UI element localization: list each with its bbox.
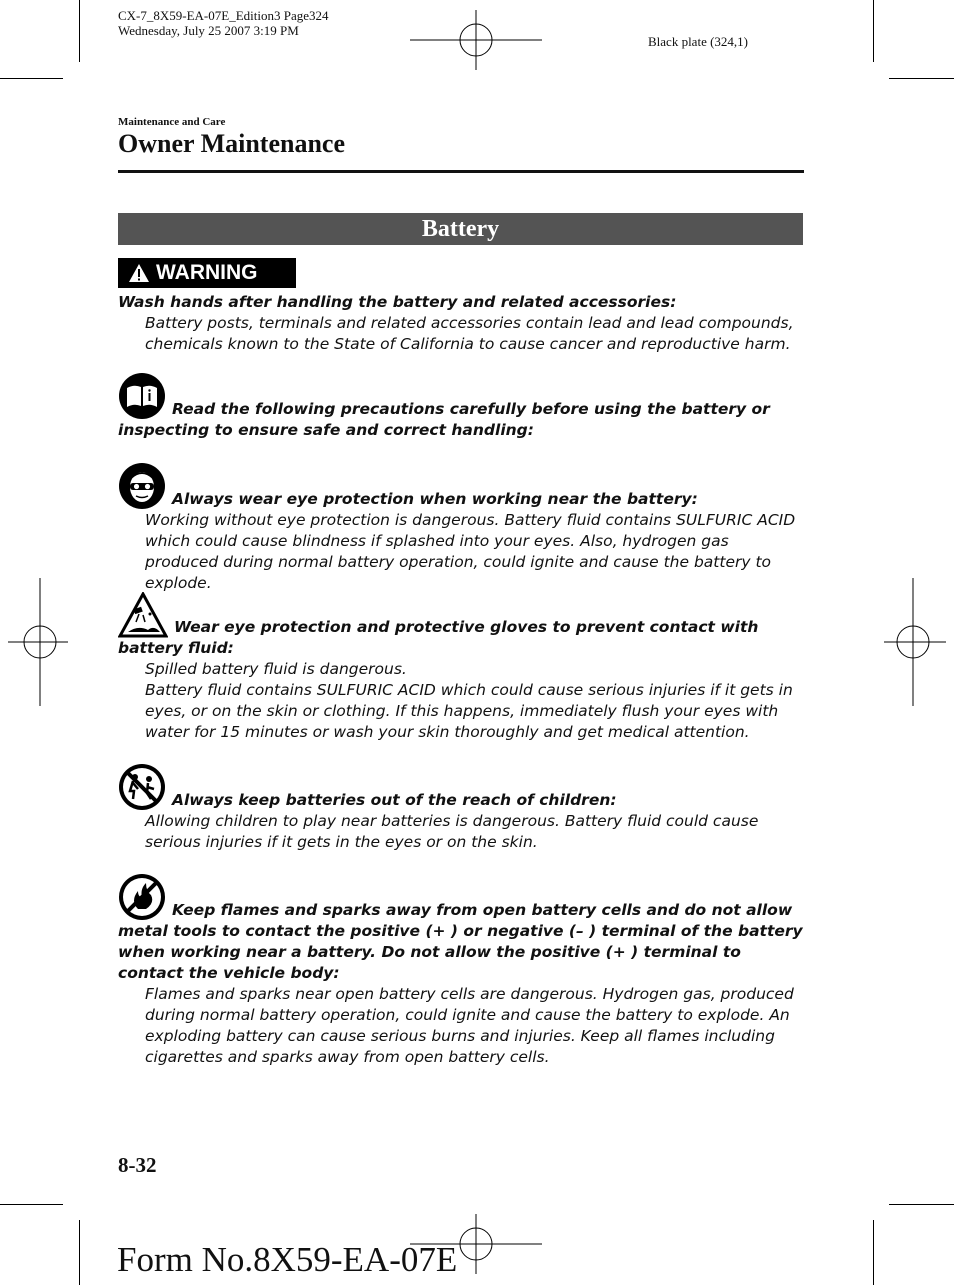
- warning-label: WARNING: [156, 261, 258, 284]
- flames-lead: Keep flames and sparks away from open battery cells and do not allow metal tools to contact the positive (+ ) or negative (– ) terminal of the battery when working near a battery. Do not allow the positive (+ ) terminal to contact the vehicle body:: [118, 901, 803, 982]
- warning-triangle-icon: [128, 263, 150, 283]
- children-body: Allowing children to play near batteries is dangerous. Battery fluid could cause serious injuries if it gets in the eyes or on the skin.: [145, 812, 759, 851]
- precaution-read-manual: [118, 372, 804, 441]
- date-line: Wednesday, July 25 2007 3:19 PM: [118, 23, 299, 38]
- eye-protection-lead: Always wear eye protection when working near the battery:: [172, 490, 698, 508]
- file-line: CX-7_8X59-EA-07E_Edition3 Page324: [118, 8, 329, 23]
- precaution-flames: [118, 873, 804, 1068]
- warning-lead: Wash hands after handling the battery and related accessories:: [118, 293, 677, 311]
- precaution-acid: [118, 592, 804, 743]
- no-flames-icon: [118, 873, 166, 921]
- registration-mark-left: [8, 578, 68, 706]
- warning-body: Battery posts, terminals and related accessories contain lead and lead compounds, chemicals known to the State of California to cause cancer and reproductive harm.: [145, 314, 794, 353]
- title-rule: [118, 170, 804, 173]
- read-manual-lead: Read the following precautions carefully before using the battery or inspecting to ensure safe and correct handling:: [118, 400, 770, 439]
- print-slug: [118, 8, 329, 38]
- crop-mark: [79, 0, 80, 62]
- section-label: Maintenance and Care: [118, 116, 226, 128]
- warning-label-box: [118, 258, 296, 288]
- corrosive-acid-icon: [118, 592, 168, 638]
- crop-mark: [873, 0, 874, 62]
- registration-mark-right: [884, 578, 946, 706]
- acid-body-2: Battery fluid contains SULFURIC ACID which could cause serious injuries if it gets in eyes, or on the skin or clothing. If this happens, immediately flush your eyes with water for 15 minutes or wash your skin thoroughly and get medical attention.: [145, 681, 793, 741]
- flames-body: Flames and sparks near open battery cells are dangerous. Hydrogen gas, produced during normal battery operation, could ignite and cause the battery to explode. An exploding battery can cause serious burns and injuries. Keep all flames including cigarettes and sparks away from open battery cells.: [145, 985, 794, 1066]
- acid-body-1: Spilled battery fluid is dangerous.: [145, 660, 407, 678]
- plate-label: Black plate (324,1): [648, 34, 748, 49]
- page-title: Owner Maintenance: [118, 129, 345, 158]
- crop-mark: [79, 1220, 80, 1285]
- registration-mark-top: [410, 10, 542, 70]
- eye-protection-body: Working without eye protection is dangerous. Battery fluid contains SULFURIC ACID which could cause blindness if splashed into your eyes. Also, hydrogen gas produced during normal battery operation, could ignite and cause the battery to explode.: [145, 511, 796, 592]
- form-number: Form No.8X59-EA-07E: [117, 1240, 458, 1279]
- precaution-eye-protection: [118, 462, 804, 594]
- crop-mark: [0, 78, 63, 79]
- crop-mark: [873, 1220, 874, 1285]
- page-number: 8-32: [118, 1153, 157, 1177]
- manual-book-icon: [118, 372, 166, 420]
- children-lead: Always keep batteries out of the reach of children:: [172, 791, 617, 809]
- no-children-icon: [118, 763, 166, 811]
- battery-heading: Battery: [118, 213, 803, 245]
- eye-protection-icon: [118, 462, 166, 510]
- crop-mark: [0, 1204, 63, 1205]
- precaution-children: [118, 763, 804, 853]
- crop-mark: [889, 78, 954, 79]
- warning-block: [118, 292, 804, 355]
- crop-mark: [889, 1204, 954, 1205]
- acid-lead: Wear eye protection and protective gloves to prevent contact with battery fluid:: [118, 618, 759, 657]
